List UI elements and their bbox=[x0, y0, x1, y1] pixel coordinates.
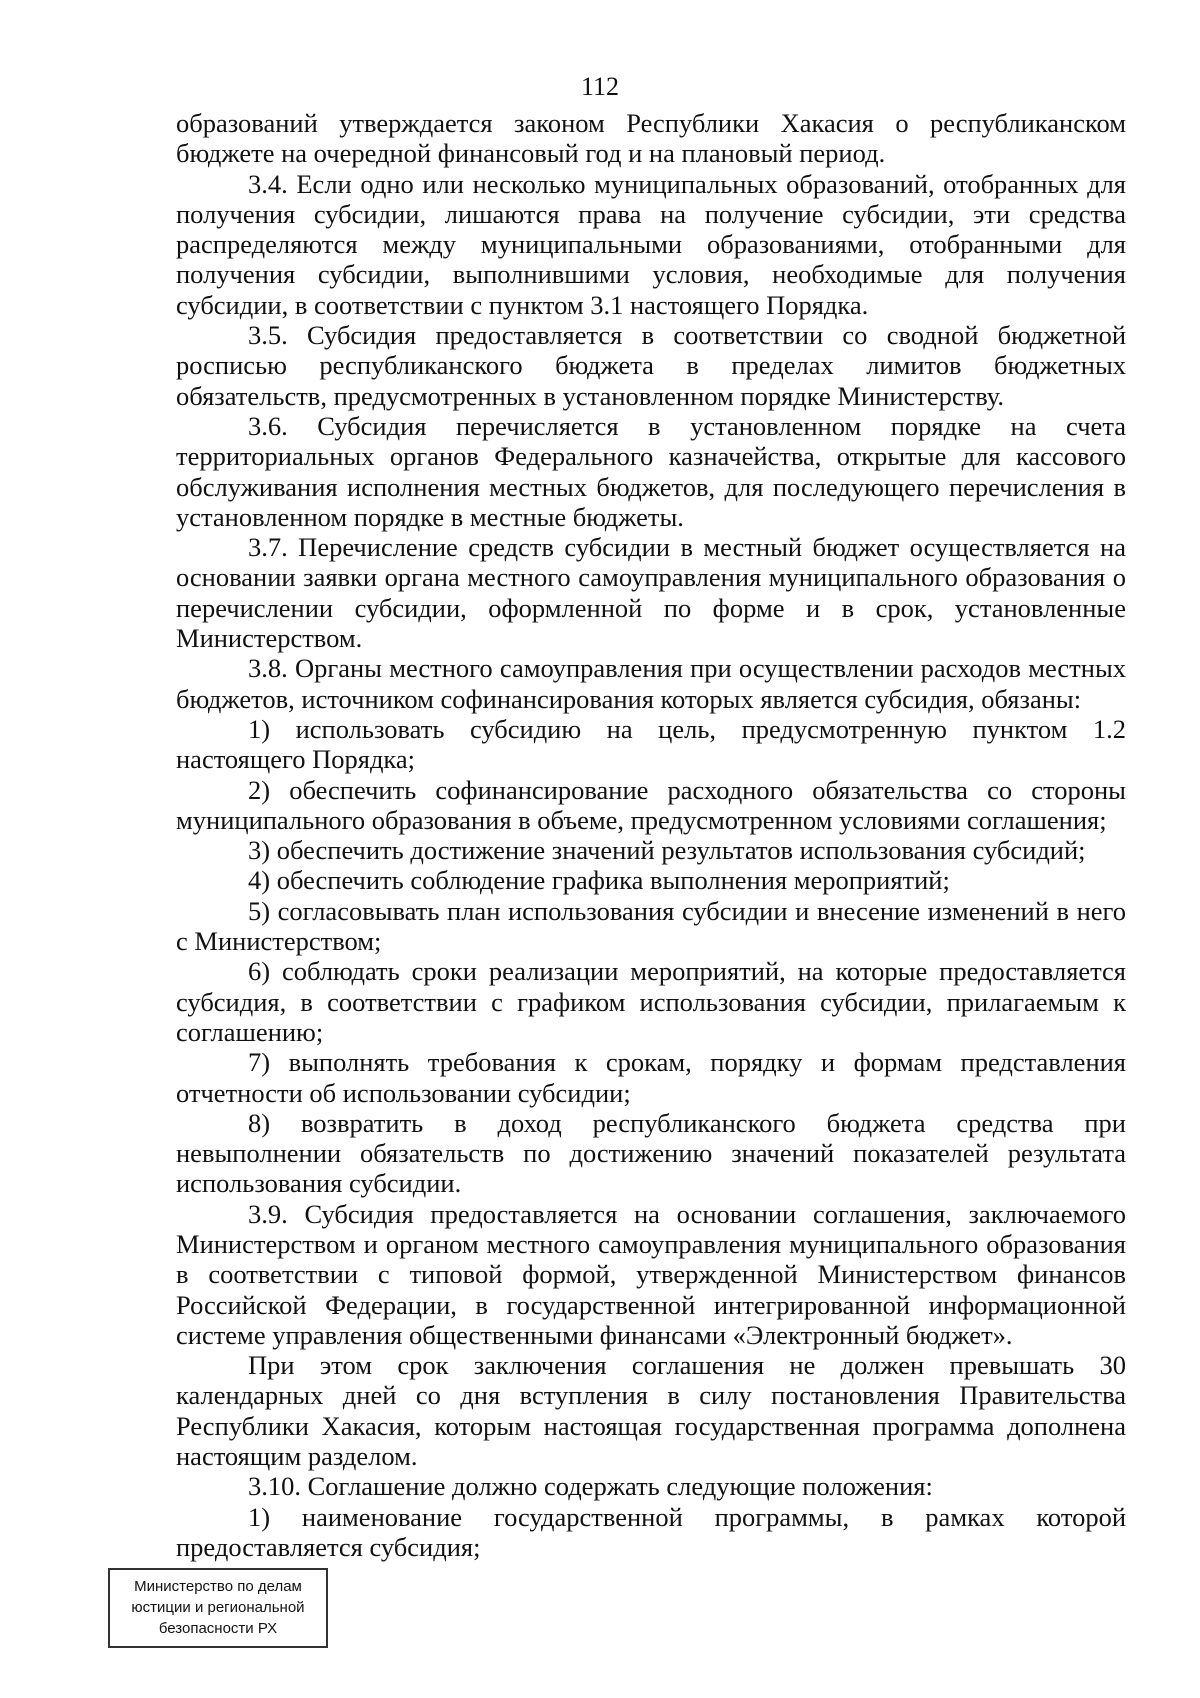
paragraph-3-10: 3.10. Соглашение должно содержать следующие положения: bbox=[248, 1471, 933, 1502]
list-item-3-8-5: 5) согласовывать план использования субсидии и внесение изменений в него с Министерством; bbox=[176, 895, 1126, 957]
list-item-3-8-1: 1) использовать субсидию на цель, предусмотренную пунктом 1.2 настоящего Порядка; bbox=[176, 713, 1126, 775]
paragraph-3-6: 3.6. Субсидия перечисляется в установленном порядке на счета территориальных органов Федерального казначейства, открытые для кассового обслуживания исполнения местных бюджетов, для последующего перечисления в установленном порядке в местные бюджеты. bbox=[176, 410, 1126, 532]
stamp-line: Министерство по делам bbox=[134, 1578, 302, 1595]
list-item-3-8-2: 2) обеспечить софинансирование расходного обязательства со стороны муниципального образования в объеме, предусмотренном условиями соглашения; bbox=[176, 774, 1126, 835]
page-number: 112 bbox=[580, 72, 620, 101]
list-item-3-10-1: 1) наименование государственной программы, в рамках которой предоставляется субсидия; bbox=[176, 1501, 1126, 1562]
paragraph-continuation: образований утверждается законом Республики Хакасия о республиканском бюджете на очередной финансовый год и на плановый период. bbox=[176, 108, 1126, 169]
paragraph-3-8: 3.8. Органы местного самоуправления при осуществлении расходов местных бюджетов, источником софинансирования которых является субсидия, обязаны: bbox=[176, 653, 1126, 714]
paragraph-3-4: 3.4. Если одно или несколько муниципальных образований, отобранных для получения субсидии, лишаются права на получение субсидии, эти средства распределяются между муниципальными образованиями, отобранными для получения субсидии, выполнившими условия, необходимые для получения субсидии, в соответствии с пунктом 3.1 настоящего Порядка. bbox=[176, 168, 1126, 320]
list-item-3-8-8: 8) возвратить в доход республиканского бюджета средства при невыполнении обязательств по достижению значений показателей результата использования субсидии. bbox=[176, 1107, 1126, 1199]
list-item-3-8-4: 4) обеспечить соблюдение графика выполнения мероприятий; bbox=[248, 865, 950, 896]
paragraph-3-7: 3.7. Перечисление средств субсидии в местный бюджет осуществляется на основании заявки органа местного самоуправления муниципального образования о перечислении субсидии, оформленной по форме и в срок, установленные Министерством. bbox=[176, 532, 1126, 654]
list-item-3-8-3: 3) обеспечить достижение значений результатов использования субсидий; bbox=[248, 835, 1086, 866]
paragraph-3-9-term: При этом срок заключения соглашения не должен превышать 30 календарных дней со дня вступления в силу постановления Правительства Республики Хакасия, которым настоящая государственная программа дополнена настоящим разделом. bbox=[176, 1350, 1126, 1472]
stamp-line: юстиции и региональной bbox=[131, 1599, 305, 1616]
list-item-3-8-6: 6) соблюдать сроки реализации мероприятий, на которые предоставляется субсидия, в соответствии с графиком использования субсидии, прилагаемым к соглашению; bbox=[176, 956, 1126, 1047]
ministry-stamp bbox=[108, 1568, 328, 1648]
list-item-3-8-7: 7) выполнять требования к срокам, порядку и формам представления отчетности об использовании субсидии; bbox=[176, 1047, 1126, 1108]
stamp-line: безопасности РХ bbox=[158, 1620, 278, 1637]
paragraph-3-9: 3.9. Субсидия предоставляется на основании соглашения, заключаемого Министерством и органом местного самоуправления муниципального образования в соответствии с типовой формой, утвержденной Министерством финансов Российской Федерации, в государственной интегрированной информационной системе управления общественными финансами «Электронный бюджет». bbox=[176, 1198, 1126, 1350]
document-body bbox=[176, 108, 1126, 1562]
paragraph-3-5: 3.5. Субсидия предоставляется в соответствии со сводной бюджетной росписью республиканского бюджета в пределах лимитов бюджетных обязательств, предусмотренных в установленном порядке Министерству. bbox=[176, 320, 1126, 411]
